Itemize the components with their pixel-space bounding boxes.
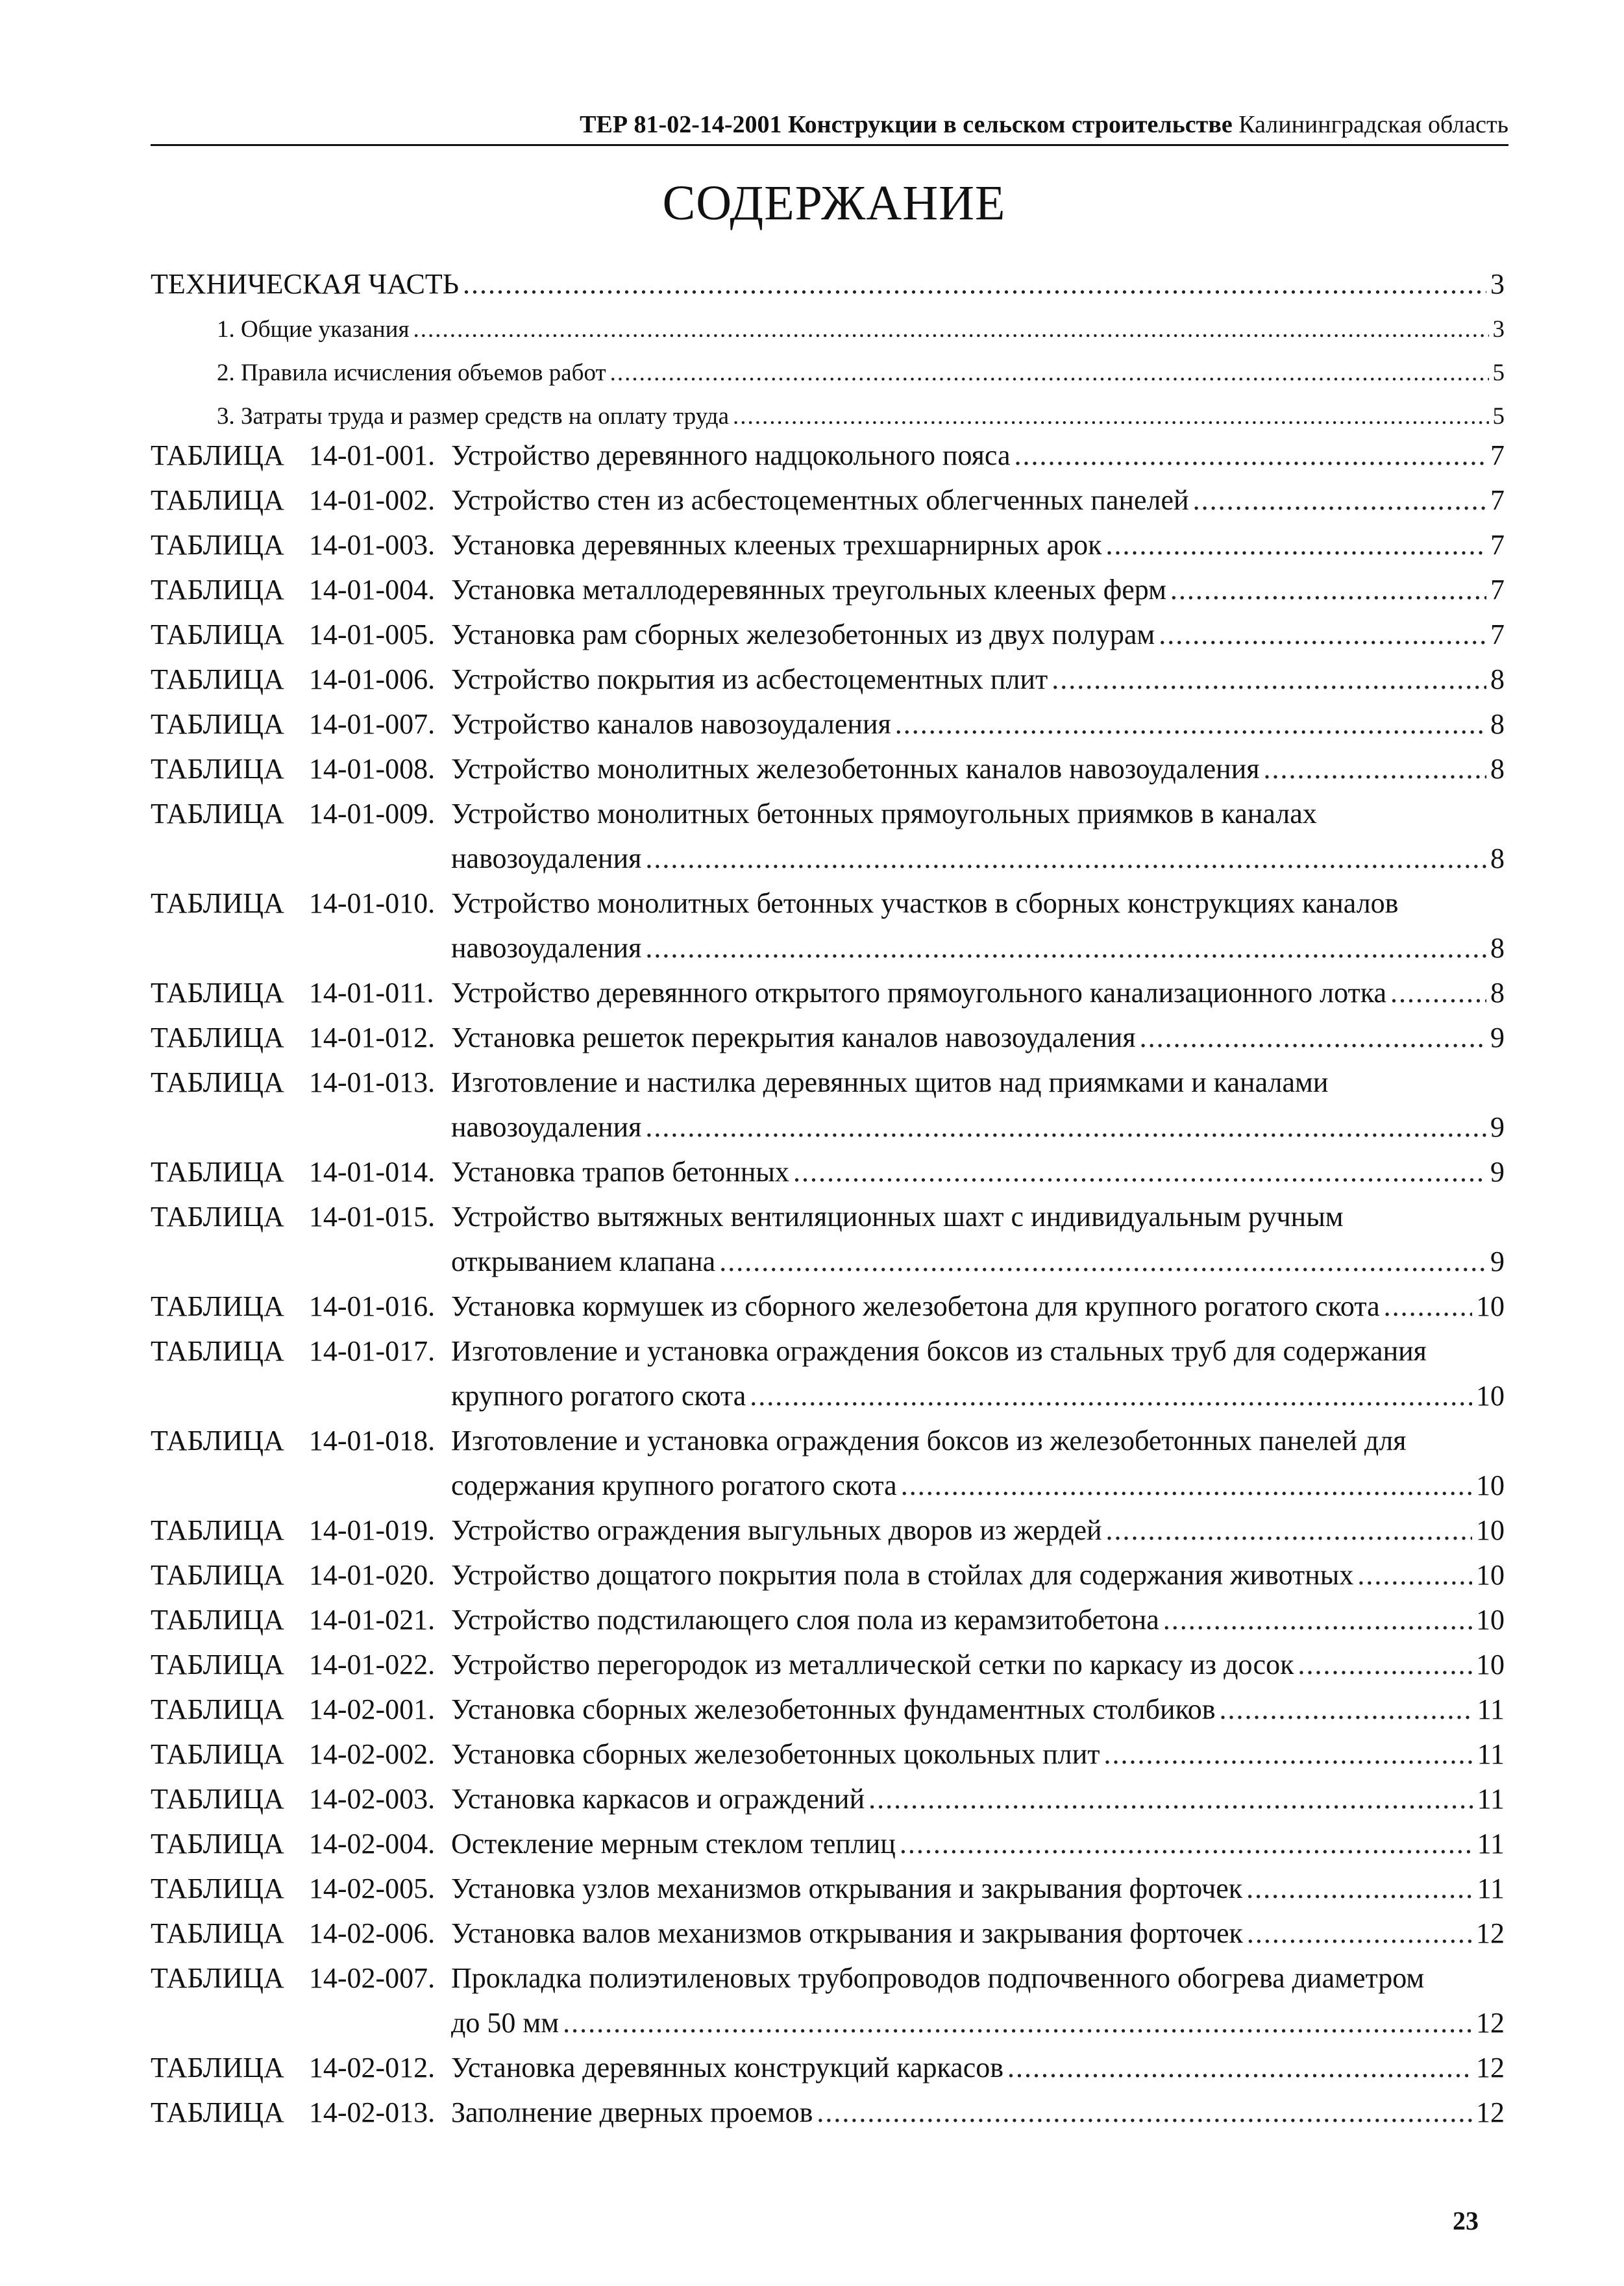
dot-leader [750, 1379, 1472, 1412]
toc-table-entry [451, 1917, 1505, 1950]
table-word: ТАБЛИЦА [151, 1425, 284, 1456]
toc-table-entry [451, 1155, 1505, 1188]
toc-technical-part [151, 267, 1505, 301]
table-code: 14-01-009. [308, 798, 436, 830]
toc-table-entry-text: Устройство стен из асбестоцементных облегченных панелей [451, 484, 1189, 516]
page-ref: 10 [1476, 1649, 1505, 1680]
toc-table-entry [451, 887, 1398, 920]
page-number: 23 [1453, 2206, 1479, 2235]
table-word: ТАБЛИЦА [151, 1604, 284, 1636]
toc-table-label [151, 1021, 435, 1054]
toc-table-label [151, 439, 435, 472]
toc-table-label [151, 618, 435, 651]
table-code: 14-01-017. [308, 1335, 436, 1367]
dot-leader [1106, 1514, 1472, 1547]
toc-table-label [151, 1961, 435, 1995]
toc-table-label [151, 1693, 435, 1726]
table-code: 14-02-001. [308, 1693, 436, 1725]
toc-table-label [151, 1738, 435, 1771]
toc-table-label [151, 976, 434, 1009]
toc-subsection-text: 2. Правила исчисления объемов работ [217, 360, 606, 386]
dot-leader [1170, 573, 1486, 606]
page-ref: 10 [1476, 1559, 1505, 1591]
toc-table-entry [451, 1424, 1406, 1457]
toc-table-entry [451, 1290, 1505, 1323]
table-code: 14-01-003. [308, 529, 436, 561]
dot-leader [645, 931, 1486, 965]
dot-leader [1298, 1648, 1472, 1681]
toc-table-label [151, 2051, 435, 2084]
table-word: ТАБЛИЦА [151, 439, 284, 471]
page-ref: 9 [1490, 1111, 1505, 1143]
page-title: СОДЕРЖАНИЕ [662, 176, 1006, 230]
table-code: 14-01-002. [308, 484, 436, 516]
toc-table-entry-text: Установка каркасов и ограждений [451, 1783, 865, 1815]
toc-table-entry-text: Устройство покрытия из асбестоцементных плит [451, 663, 1048, 695]
page-ref: 10 [1476, 1514, 1505, 1546]
toc-table-label [151, 1334, 435, 1368]
page-ref: 9 [1490, 1156, 1505, 1188]
dot-leader [1015, 439, 1486, 472]
toc-table-entry-text: Установка трапов бетонных [451, 1156, 789, 1188]
toc-table-entry-text: Устройство монолитных железобетонных каналов навозоудаления [451, 753, 1260, 785]
running-header [151, 110, 1508, 139]
table-word: ТАБЛИЦА [151, 529, 284, 561]
dot-leader [413, 315, 1489, 343]
toc-table-entry-text: Установка рам сборных железобетонных из двух полурам [451, 619, 1155, 650]
table-word: ТАБЛИЦА [151, 1559, 284, 1591]
dot-leader [1052, 663, 1486, 696]
page-ref: 5 [1492, 403, 1505, 430]
toc-table-entry [451, 439, 1505, 472]
table-word: ТАБЛИЦА [151, 977, 284, 1009]
toc-table-entry [451, 1111, 1505, 1144]
table-code: 14-02-012. [308, 2052, 436, 2083]
table-word: ТАБЛИЦА [151, 753, 284, 785]
toc-table-entry-text: Установка металлодеревянных треугольных клееных ферм [451, 574, 1166, 606]
toc-table-label [151, 1648, 435, 1681]
toc-table-entry-text: Устройство ограждения выгульных дворов из жердей [451, 1514, 1102, 1546]
toc-table-entry-text: Устройство каналов навозоудаления [451, 708, 891, 740]
table-code: 14-01-014. [308, 1156, 436, 1188]
dot-leader [610, 359, 1489, 387]
toc-table-entry-text: навозоудаления [451, 932, 642, 964]
table-word: ТАБЛИЦА [151, 484, 284, 516]
dot-leader [1264, 752, 1486, 785]
dot-leader [1159, 618, 1486, 651]
page-ref: 7 [1490, 484, 1505, 516]
table-code: 14-01-008. [308, 753, 436, 785]
table-code: 14-01-005. [308, 619, 436, 650]
toc-table-label [151, 1827, 435, 1860]
toc-table-entry [451, 707, 1505, 741]
dot-leader [1103, 1738, 1473, 1771]
page-ref: 7 [1490, 529, 1505, 561]
toc-table-label [151, 1290, 435, 1323]
table-word: ТАБЛИЦА [151, 798, 284, 830]
toc-table-label [151, 1558, 435, 1592]
page-ref: 10 [1476, 1604, 1505, 1636]
toc-table-entry [451, 528, 1505, 561]
page-ref: 10 [1476, 1380, 1505, 1412]
toc-table-entry-text: Устройство подстилающего слоя пола из керамзитобетона [451, 1604, 1159, 1636]
toc-subsection-text: 3. Затраты труда и размер средств на оплату труда [217, 403, 729, 430]
page-ref: 10 [1476, 1290, 1505, 1322]
toc-table-entry-text: Устройство деревянного открытого прямоугольного канализационного лотка [451, 977, 1386, 1009]
table-code: 14-01-021. [308, 1604, 436, 1636]
table-word: ТАБЛИЦА [151, 2096, 284, 2128]
table-word: ТАБЛИЦА [151, 1290, 284, 1322]
toc-table-entry [451, 1827, 1505, 1860]
toc-table-entry-text: содержания крупного рогатого скота [451, 1469, 897, 1501]
dot-leader [793, 1155, 1486, 1188]
toc-table-entry [451, 1961, 1424, 1995]
page-ref: 11 [1477, 1693, 1505, 1725]
toc-table-entry [451, 2006, 1505, 2039]
dot-leader [719, 1245, 1486, 1278]
dot-leader [1357, 1558, 1472, 1592]
toc-subsection-text: 1. Общие указания [217, 316, 410, 343]
table-code: 14-01-019. [308, 1514, 436, 1546]
toc-table-entry-text: Изготовление и настилка деревянных щитов над приямками и каналами [451, 1066, 1329, 1098]
page-ref: 8 [1490, 842, 1505, 874]
dot-leader [1246, 1872, 1473, 1905]
page-ref: 5 [1492, 360, 1505, 386]
table-code: 14-01-006. [308, 663, 436, 695]
table-code: 14-01-016. [308, 1290, 436, 1322]
table-word: ТАБЛИЦА [151, 574, 284, 606]
toc-table-entry-text: Устройство дощатого покрытия пола в стойлах для содержания животных [451, 1559, 1354, 1591]
toc-table-entry [451, 1066, 1328, 1099]
dot-leader [1007, 2051, 1472, 2084]
dot-leader [1106, 528, 1486, 561]
table-word: ТАБЛИЦА [151, 1783, 284, 1815]
table-code: 14-01-011. [308, 977, 434, 1009]
toc-table-entry-text: Установка валов механизмов открывания и закрывания форточек [451, 1917, 1243, 1949]
dot-leader [1140, 1021, 1486, 1054]
toc-table-entry-text: навозоудаления [451, 1111, 642, 1143]
table-word: ТАБЛИЦА [151, 1962, 284, 1994]
dot-leader [1163, 1603, 1472, 1636]
page-ref: 7 [1490, 574, 1505, 606]
toc-table-entry-text: до 50 мм [451, 2007, 560, 2039]
page-ref: 11 [1477, 1828, 1505, 1860]
toc-table-entry-text: Устройство вытяжных вентиляционных шахт с индивидуальным ручным [451, 1201, 1344, 1233]
toc-table-entry [451, 484, 1505, 517]
toc-table-entry-text: Установка кормушек из сборного железобетона для крупного рогатого скота [451, 1290, 1380, 1322]
toc-table-entry [451, 1514, 1505, 1547]
toc-table-entry-text: Устройство монолитных бетонных участков в сборных конструкциях каналов [451, 887, 1399, 919]
toc-table-label [151, 1424, 435, 1457]
page-ref: 8 [1490, 932, 1505, 964]
toc-table-label [151, 1603, 435, 1636]
page-ref: 8 [1490, 663, 1505, 695]
table-code: 14-02-004. [308, 1828, 436, 1860]
toc-table-entry [451, 1648, 1505, 1681]
toc-subsection [217, 359, 1505, 387]
toc-table-label [151, 1872, 435, 1905]
toc-table-entry [451, 1469, 1505, 1502]
toc-table-entry-text: Устройство перегородок из металлической сетки по каркасу из досок [451, 1649, 1294, 1680]
table-code: 14-01-015. [308, 1201, 436, 1233]
toc-table-entry-text: Заполнение дверных проемов [451, 2096, 813, 2128]
dot-leader [1193, 484, 1486, 517]
page-ref: 8 [1490, 977, 1505, 1009]
page-ref: 9 [1490, 1246, 1505, 1277]
table-word: ТАБЛИЦА [151, 1917, 284, 1949]
table-word: ТАБЛИЦА [151, 1201, 284, 1233]
toc-table-entry [451, 1782, 1505, 1815]
toc-table-entry [451, 1245, 1505, 1278]
dot-leader [1220, 1693, 1473, 1726]
toc-table-entry [451, 752, 1505, 785]
page-ref: 12 [1476, 1917, 1505, 1949]
table-code: 14-02-013. [308, 2096, 436, 2128]
toc-table-label [151, 1155, 435, 1188]
header-region: Калининградская область [1238, 111, 1508, 138]
toc-table-entry [451, 618, 1505, 651]
table-word: ТАБЛИЦА [151, 663, 284, 695]
table-word: ТАБЛИЦА [151, 887, 284, 919]
table-word: ТАБЛИЦА [151, 1649, 284, 1680]
dot-leader [900, 1827, 1473, 1860]
toc-table-entry-text: Прокладка полиэтиленовых трубопроводов подпочвенного обогрева диаметром [451, 1962, 1425, 1994]
table-code: 14-01-012. [308, 1022, 436, 1053]
table-code: 14-02-003. [308, 1783, 436, 1815]
table-word: ТАБЛИЦА [151, 1693, 284, 1725]
toc-table-entry [451, 1200, 1344, 1233]
toc-table-label [151, 484, 435, 517]
toc-table-entry [451, 931, 1505, 965]
page-ref: 3 [1492, 316, 1505, 343]
table-code: 14-01-022. [308, 1649, 436, 1680]
page-ref: 7 [1490, 439, 1505, 471]
toc-table-entry-text: крупного рогатого скота [451, 1380, 746, 1412]
toc-subsection [217, 315, 1505, 343]
table-word: ТАБЛИЦА [151, 1156, 284, 1188]
table-code: 14-02-006. [308, 1917, 436, 1949]
toc-table-entry-text: Остекление мерным стеклом теплиц [451, 1828, 896, 1860]
toc-technical-part-text: ТЕХНИЧЕСКАЯ ЧАСТЬ [151, 268, 460, 300]
toc-table-label [151, 1782, 435, 1815]
dot-leader [901, 1469, 1472, 1502]
toc-table-entry-text: Установка сборных железобетонных фундаментных столбиков [451, 1693, 1216, 1725]
toc-table-entry-text: Изготовление и установка ограждения боксов из стальных труб для содержания [451, 1335, 1427, 1367]
toc-subsection [217, 402, 1505, 430]
dot-leader [1247, 1917, 1472, 1950]
dot-leader [1384, 1290, 1472, 1323]
toc-table-entry [451, 2051, 1505, 2084]
table-code: 14-02-002. [308, 1738, 436, 1770]
table-code: 14-01-010. [308, 887, 436, 919]
table-word: ТАБЛИЦА [151, 708, 284, 740]
page-ref: 8 [1490, 753, 1505, 785]
table-code: 14-01-020. [308, 1559, 436, 1591]
toc-table-label [151, 573, 435, 606]
toc-table-entry [451, 663, 1505, 696]
page-ref: 8 [1490, 708, 1505, 740]
toc-table-entry-text: Установка деревянных конструкций каркасов [451, 2052, 1003, 2083]
dot-leader [645, 842, 1486, 875]
header-title: ТЕР 81-02-14-2001 Конструкции в сельском строительстве [580, 111, 1233, 138]
table-word: ТАБЛИЦА [151, 2052, 284, 2083]
table-word: ТАБЛИЦА [151, 1828, 284, 1860]
toc-table-entry [451, 1738, 1505, 1771]
toc-table-label [151, 1514, 435, 1547]
page-ref: 3 [1490, 268, 1505, 300]
table-word: ТАБЛИЦА [151, 1022, 284, 1053]
dot-leader [868, 1782, 1473, 1815]
page-ref: 12 [1476, 2052, 1505, 2083]
page-ref: 12 [1476, 2007, 1505, 2039]
page-ref: 11 [1477, 1783, 1505, 1815]
toc-table-entry-text: Установка сборных железобетонных цокольных плит [451, 1738, 1100, 1770]
toc-table-entry [451, 1872, 1505, 1905]
toc-table-label [151, 1917, 435, 1950]
table-code: 14-01-001. [308, 439, 436, 471]
toc-table-label [151, 663, 435, 696]
table-code: 14-01-007. [308, 708, 436, 740]
toc-table-entry [451, 1693, 1505, 1726]
toc-table-entry [451, 1379, 1505, 1412]
toc-table-label [151, 707, 435, 741]
toc-table-label [151, 1066, 435, 1099]
toc-table-label [151, 528, 435, 561]
toc-table-entry-text: Установка деревянных клееных трехшарнирных арок [451, 529, 1102, 561]
toc-table-entry [451, 2096, 1505, 2129]
toc-table-label [151, 887, 435, 920]
dot-leader [563, 2006, 1472, 2039]
toc-table-entry-text: навозоудаления [451, 842, 642, 874]
dot-leader [895, 707, 1486, 741]
toc-table-label [151, 752, 435, 785]
table-code: 14-02-005. [308, 1873, 436, 1904]
toc-table-entry [451, 976, 1505, 1009]
header-rule [151, 144, 1508, 146]
toc-table-entry [451, 797, 1317, 830]
page-ref: 11 [1477, 1738, 1505, 1770]
toc-table-entry [451, 573, 1505, 606]
toc-table-entry [451, 842, 1505, 875]
table-code: 14-01-018. [308, 1425, 436, 1456]
toc-table-entry [451, 1558, 1505, 1592]
dot-leader [645, 1111, 1486, 1144]
toc-table-label [151, 1200, 435, 1233]
toc-table-entry [451, 1603, 1505, 1636]
table-code: 14-01-004. [308, 574, 436, 606]
table-word: ТАБЛИЦА [151, 1066, 284, 1098]
toc-table-entry-text: Установка решеток перекрытия каналов навозоудаления [451, 1022, 1136, 1053]
dot-leader [733, 402, 1489, 430]
toc-table-entry-text: Устройство монолитных бетонных прямоугольных приямков в каналах [451, 798, 1317, 830]
toc-table-entry-text: Изготовление и установка ограждения боксов из железобетонных панелей для [451, 1425, 1407, 1456]
dot-leader [1390, 976, 1486, 1009]
toc-table-entry-text: Устройство деревянного надцокольного пояса [451, 439, 1011, 471]
toc-table-entry-text: Установка узлов механизмов открывания и закрывания форточек [451, 1873, 1243, 1904]
table-code: 14-02-007. [308, 1962, 436, 1994]
page-ref: 9 [1490, 1022, 1505, 1053]
table-word: ТАБЛИЦА [151, 1873, 284, 1904]
toc-table-entry [451, 1334, 1427, 1368]
table-code: 14-01-013. [308, 1066, 436, 1098]
toc-table-label [151, 2096, 435, 2129]
dot-leader [817, 2096, 1472, 2129]
page-ref: 12 [1476, 2096, 1505, 2128]
page-ref: 10 [1476, 1469, 1505, 1501]
page-ref: 7 [1490, 619, 1505, 650]
table-word: ТАБЛИЦА [151, 1335, 284, 1367]
page-ref: 11 [1477, 1873, 1505, 1904]
table-word: ТАБЛИЦА [151, 619, 284, 650]
toc-table-entry-text: открыванием клапана [451, 1246, 716, 1277]
table-word: ТАБЛИЦА [151, 1514, 284, 1546]
dot-leader [463, 267, 1486, 301]
toc-table-entry [451, 1021, 1505, 1054]
table-word: ТАБЛИЦА [151, 1738, 284, 1770]
toc-table-label [151, 797, 435, 830]
